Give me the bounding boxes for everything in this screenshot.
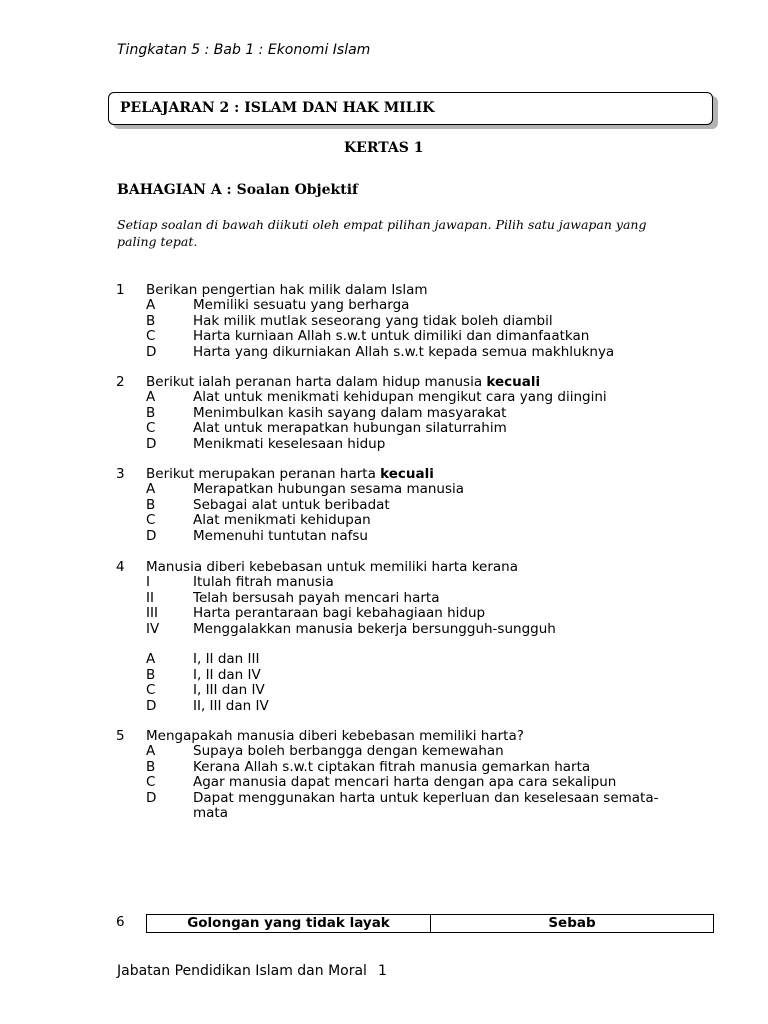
statement-text: Harta perantaraan bagi kebahagiaan hidup — [193, 605, 486, 622]
page-number: 1 — [378, 963, 387, 979]
statement-label: IV — [146, 620, 160, 637]
option-text: Harta kurniaan Allah s.w.t untuk dimiliki dan dimanfaatkan — [193, 328, 590, 345]
option-text: I, II dan III — [193, 651, 260, 668]
instructions-line-2: paling tepat. — [117, 234, 198, 249]
statement-text: Itulah fitrah manusia — [193, 574, 334, 591]
option-row — [0, 298, 768, 313]
option-label: D — [146, 435, 157, 452]
question-emphasis: kecuali — [486, 374, 541, 390]
option-text: Alat untuk merapatkan hubungan silaturrahim — [193, 420, 507, 437]
option-text: I, II dan IV — [193, 666, 261, 683]
option-row — [0, 699, 768, 714]
option-label: A — [146, 651, 156, 668]
option-label: A — [146, 389, 156, 406]
question-number: 3 — [116, 466, 125, 482]
option-row — [0, 314, 768, 329]
question-stem-text: Berikut ialah peranan harta dalam hidup manusia — [146, 374, 483, 390]
option-text: Supaya boleh berbangga dengan kemewahan — [193, 743, 504, 760]
option-label: B — [146, 666, 156, 683]
option-label: C — [146, 420, 156, 437]
question-stem — [146, 467, 434, 482]
question-6-number: 6 — [116, 914, 125, 930]
option-text: Menikmati keselesaan hidup — [193, 435, 386, 452]
option-text: Memenuhi tuntutan nafsu — [193, 527, 368, 544]
option-text: Menimbulkan kasih sayang dalam masyarakat — [193, 404, 507, 421]
question-stem: Berikan pengertian hak milik dalam Islam — [146, 282, 428, 298]
option-label: A — [146, 297, 156, 314]
statement-text: Menggalakkan manusia bekerja bersungguh-sungguh — [193, 620, 556, 637]
option-row — [0, 760, 768, 775]
option-label: A — [146, 481, 156, 498]
option-text: Kerana Allah s.w.t ciptakan fitrah manusia gemarkan harta — [193, 758, 591, 775]
option-label: C — [146, 512, 156, 529]
page-footer: Jabatan Pendidikan Islam dan Moral — [117, 963, 367, 979]
statement-row — [0, 591, 768, 606]
option-text: Sebagai alat untuk beribadat — [193, 496, 390, 513]
option-label: B — [146, 404, 156, 421]
option-text: Dapat menggunakan harta untuk keperluan dan keselesaan semata- — [193, 789, 659, 806]
option-text: Alat menikmati kehidupan — [193, 512, 371, 529]
question-6-table — [146, 914, 714, 933]
option-row — [0, 791, 768, 806]
question-3 — [0, 467, 768, 544]
option-row — [0, 668, 768, 683]
option-row — [0, 744, 768, 759]
option-text-continuation: mata — [193, 804, 228, 821]
question-stem-text: Berikut merupakan peranan harta — [146, 466, 376, 482]
option-label: A — [146, 743, 156, 760]
question-1 — [0, 283, 768, 360]
instructions-line-1: Setiap soalan di bawah diikuti oleh empat pilihan jawapan. Pilih satu jawapan yang — [117, 217, 647, 232]
table-header-sebab: Sebab — [548, 915, 596, 931]
statement-row — [0, 575, 768, 590]
question-number: 2 — [116, 374, 125, 390]
option-row — [0, 652, 768, 667]
option-text: Alat untuk menikmati kehidupan mengikut cara yang diingini — [193, 389, 607, 406]
question-stem: Mengapakah manusia diberi kebebasan memiliki harta? — [146, 728, 524, 744]
option-text: Hak milik mutlak seseorang yang tidak boleh diambil — [193, 312, 553, 329]
option-label: C — [146, 328, 156, 345]
option-row — [0, 329, 768, 344]
question-emphasis: kecuali — [380, 466, 434, 482]
option-row — [0, 513, 768, 528]
option-row — [0, 482, 768, 497]
option-text: Agar manusia dapat mencari harta dengan apa cara sekalipun — [193, 774, 617, 791]
option-row — [0, 437, 768, 452]
statement-label: III — [146, 605, 158, 622]
statement-label: II — [146, 589, 154, 606]
option-row — [0, 345, 768, 360]
option-label: D — [146, 697, 157, 714]
question-4 — [0, 560, 768, 714]
option-row — [0, 775, 768, 790]
statement-row — [0, 606, 768, 621]
question-2 — [0, 375, 768, 452]
option-label: B — [146, 496, 156, 513]
option-label: B — [146, 758, 156, 775]
option-text: Memiliki sesuatu yang berharga — [193, 297, 410, 314]
option-row — [0, 529, 768, 544]
option-row — [0, 406, 768, 421]
lesson-title: PELAJARAN 2 : ISLAM DAN HAK MILIK — [120, 100, 435, 116]
option-row — [0, 390, 768, 405]
page-header: Tingkatan 5 : Bab 1 : Ekonomi Islam — [117, 42, 371, 58]
option-continuation-row — [0, 806, 768, 821]
question-number: 4 — [116, 559, 125, 575]
question-stem — [146, 375, 540, 390]
paper-title: KERTAS 1 — [344, 140, 424, 156]
table-header-golongan: Golongan yang tidak layak — [147, 915, 431, 932]
statement-row — [0, 622, 768, 637]
option-text: Merapatkan hubungan sesama manusia — [193, 481, 465, 498]
option-label: D — [146, 343, 157, 360]
lesson-box — [108, 92, 713, 125]
option-row — [0, 683, 768, 698]
question-number: 5 — [116, 728, 125, 744]
instructions — [117, 216, 657, 250]
statement-text: Telah bersusah payah mencari harta — [193, 589, 440, 606]
option-text: Harta yang dikurniakan Allah s.w.t kepada semua makhluknya — [193, 343, 615, 360]
question-stem: Manusia diberi kebebasan untuk memiliki harta kerana — [146, 559, 519, 575]
option-label: C — [146, 682, 156, 699]
option-row — [0, 421, 768, 436]
question-5 — [0, 729, 768, 821]
option-text: II, III dan IV — [193, 697, 269, 714]
option-label: D — [146, 789, 157, 806]
option-row — [0, 498, 768, 513]
statement-label: I — [146, 574, 150, 591]
option-label: D — [146, 527, 157, 544]
question-number: 1 — [116, 282, 125, 298]
option-label: C — [146, 774, 156, 791]
option-text: I, III dan IV — [193, 682, 265, 699]
option-label: B — [146, 312, 156, 329]
section-title: BAHAGIAN A : Soalan Objektif — [117, 182, 359, 198]
